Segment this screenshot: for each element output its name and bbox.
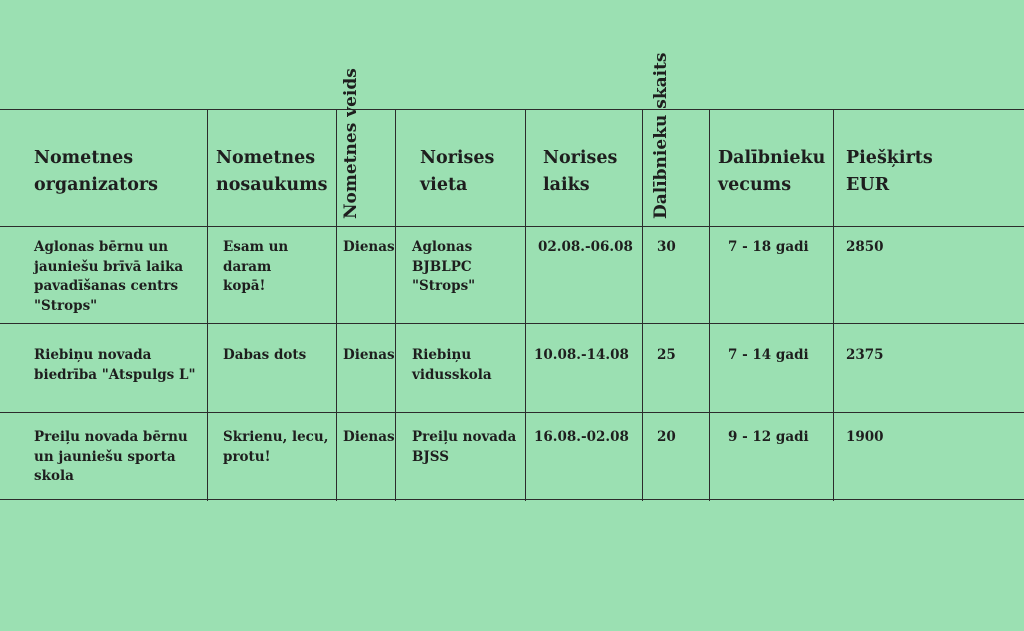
col-divider-1 — [207, 109, 208, 501]
row-1-laiks: 02.08.-06.08 — [538, 239, 633, 255]
row-3-eur: 1900 — [846, 429, 884, 445]
col-divider-3 — [395, 109, 396, 501]
row-3-nosaukums: Skrienu, lecu, protu! — [223, 429, 329, 465]
camps-table — [0, 52, 1024, 501]
table-border-bottom — [0, 499, 1024, 500]
row-3-vecums: 9 - 12 gadi — [728, 429, 809, 445]
row-divider-2 — [0, 412, 1024, 413]
row-1-organizators: Aglonas bērnu un jauniešu brīvā laika pavadīšanas centrs "Strops" — [34, 239, 184, 314]
row-3-skaits: 20 — [657, 429, 676, 445]
row-1-eur: 2850 — [846, 239, 884, 255]
header-veids: Nometnes veids — [341, 68, 361, 219]
col-divider-7 — [833, 109, 834, 501]
row-2-organizators: Riebiņu novada biedrība "Atspulgs L" — [34, 347, 196, 383]
row-2-laiks: 10.08.-14.08 — [534, 347, 629, 363]
header-eur: Piešķirts EUR — [846, 148, 933, 196]
row-3-vieta: Preiļu novada BJSS — [412, 429, 517, 465]
row-1-skaits: 30 — [657, 239, 676, 255]
row-1-veids: Dienas — [343, 239, 395, 255]
row-1-nosaukums: Esam un daram kopā! — [223, 239, 289, 295]
row-2-vecums: 7 - 14 gadi — [728, 347, 809, 363]
row-2-veids: Dienas — [343, 347, 395, 363]
row-3-organizators: Preiļu novada bērnu un jauniešu sporta skola — [34, 429, 188, 485]
header-organizators: Nometnes organizators — [34, 148, 158, 196]
col-divider-4 — [525, 109, 526, 501]
header-laiks: Norises laiks — [543, 148, 618, 196]
row-2-eur: 2375 — [846, 347, 884, 363]
header-divider — [0, 226, 1024, 227]
row-1-vecums: 7 - 18 gadi — [728, 239, 809, 255]
row-divider-1 — [0, 323, 1024, 324]
header-nosaukums: Nometnes nosaukums — [216, 148, 328, 196]
header-vieta: Norises vieta — [420, 148, 495, 196]
row-1-vieta: Aglonas BJBLPC "Strops" — [412, 239, 476, 295]
col-divider-5 — [642, 109, 643, 501]
row-3-veids: Dienas — [343, 429, 395, 445]
row-2-skaits: 25 — [657, 347, 676, 363]
col-divider-2 — [336, 109, 337, 501]
header-vecums: Dalībnieku vecums — [718, 148, 826, 196]
header-skaits: Dalībnieku skaits — [651, 52, 671, 219]
row-2-nosaukums: Dabas dots — [223, 347, 307, 363]
row-3-laiks: 16.08.-02.08 — [534, 429, 629, 445]
row-2-vieta: Riebiņu vidusskola — [412, 347, 492, 383]
col-divider-6 — [709, 109, 710, 501]
table-border-top — [0, 109, 1024, 110]
